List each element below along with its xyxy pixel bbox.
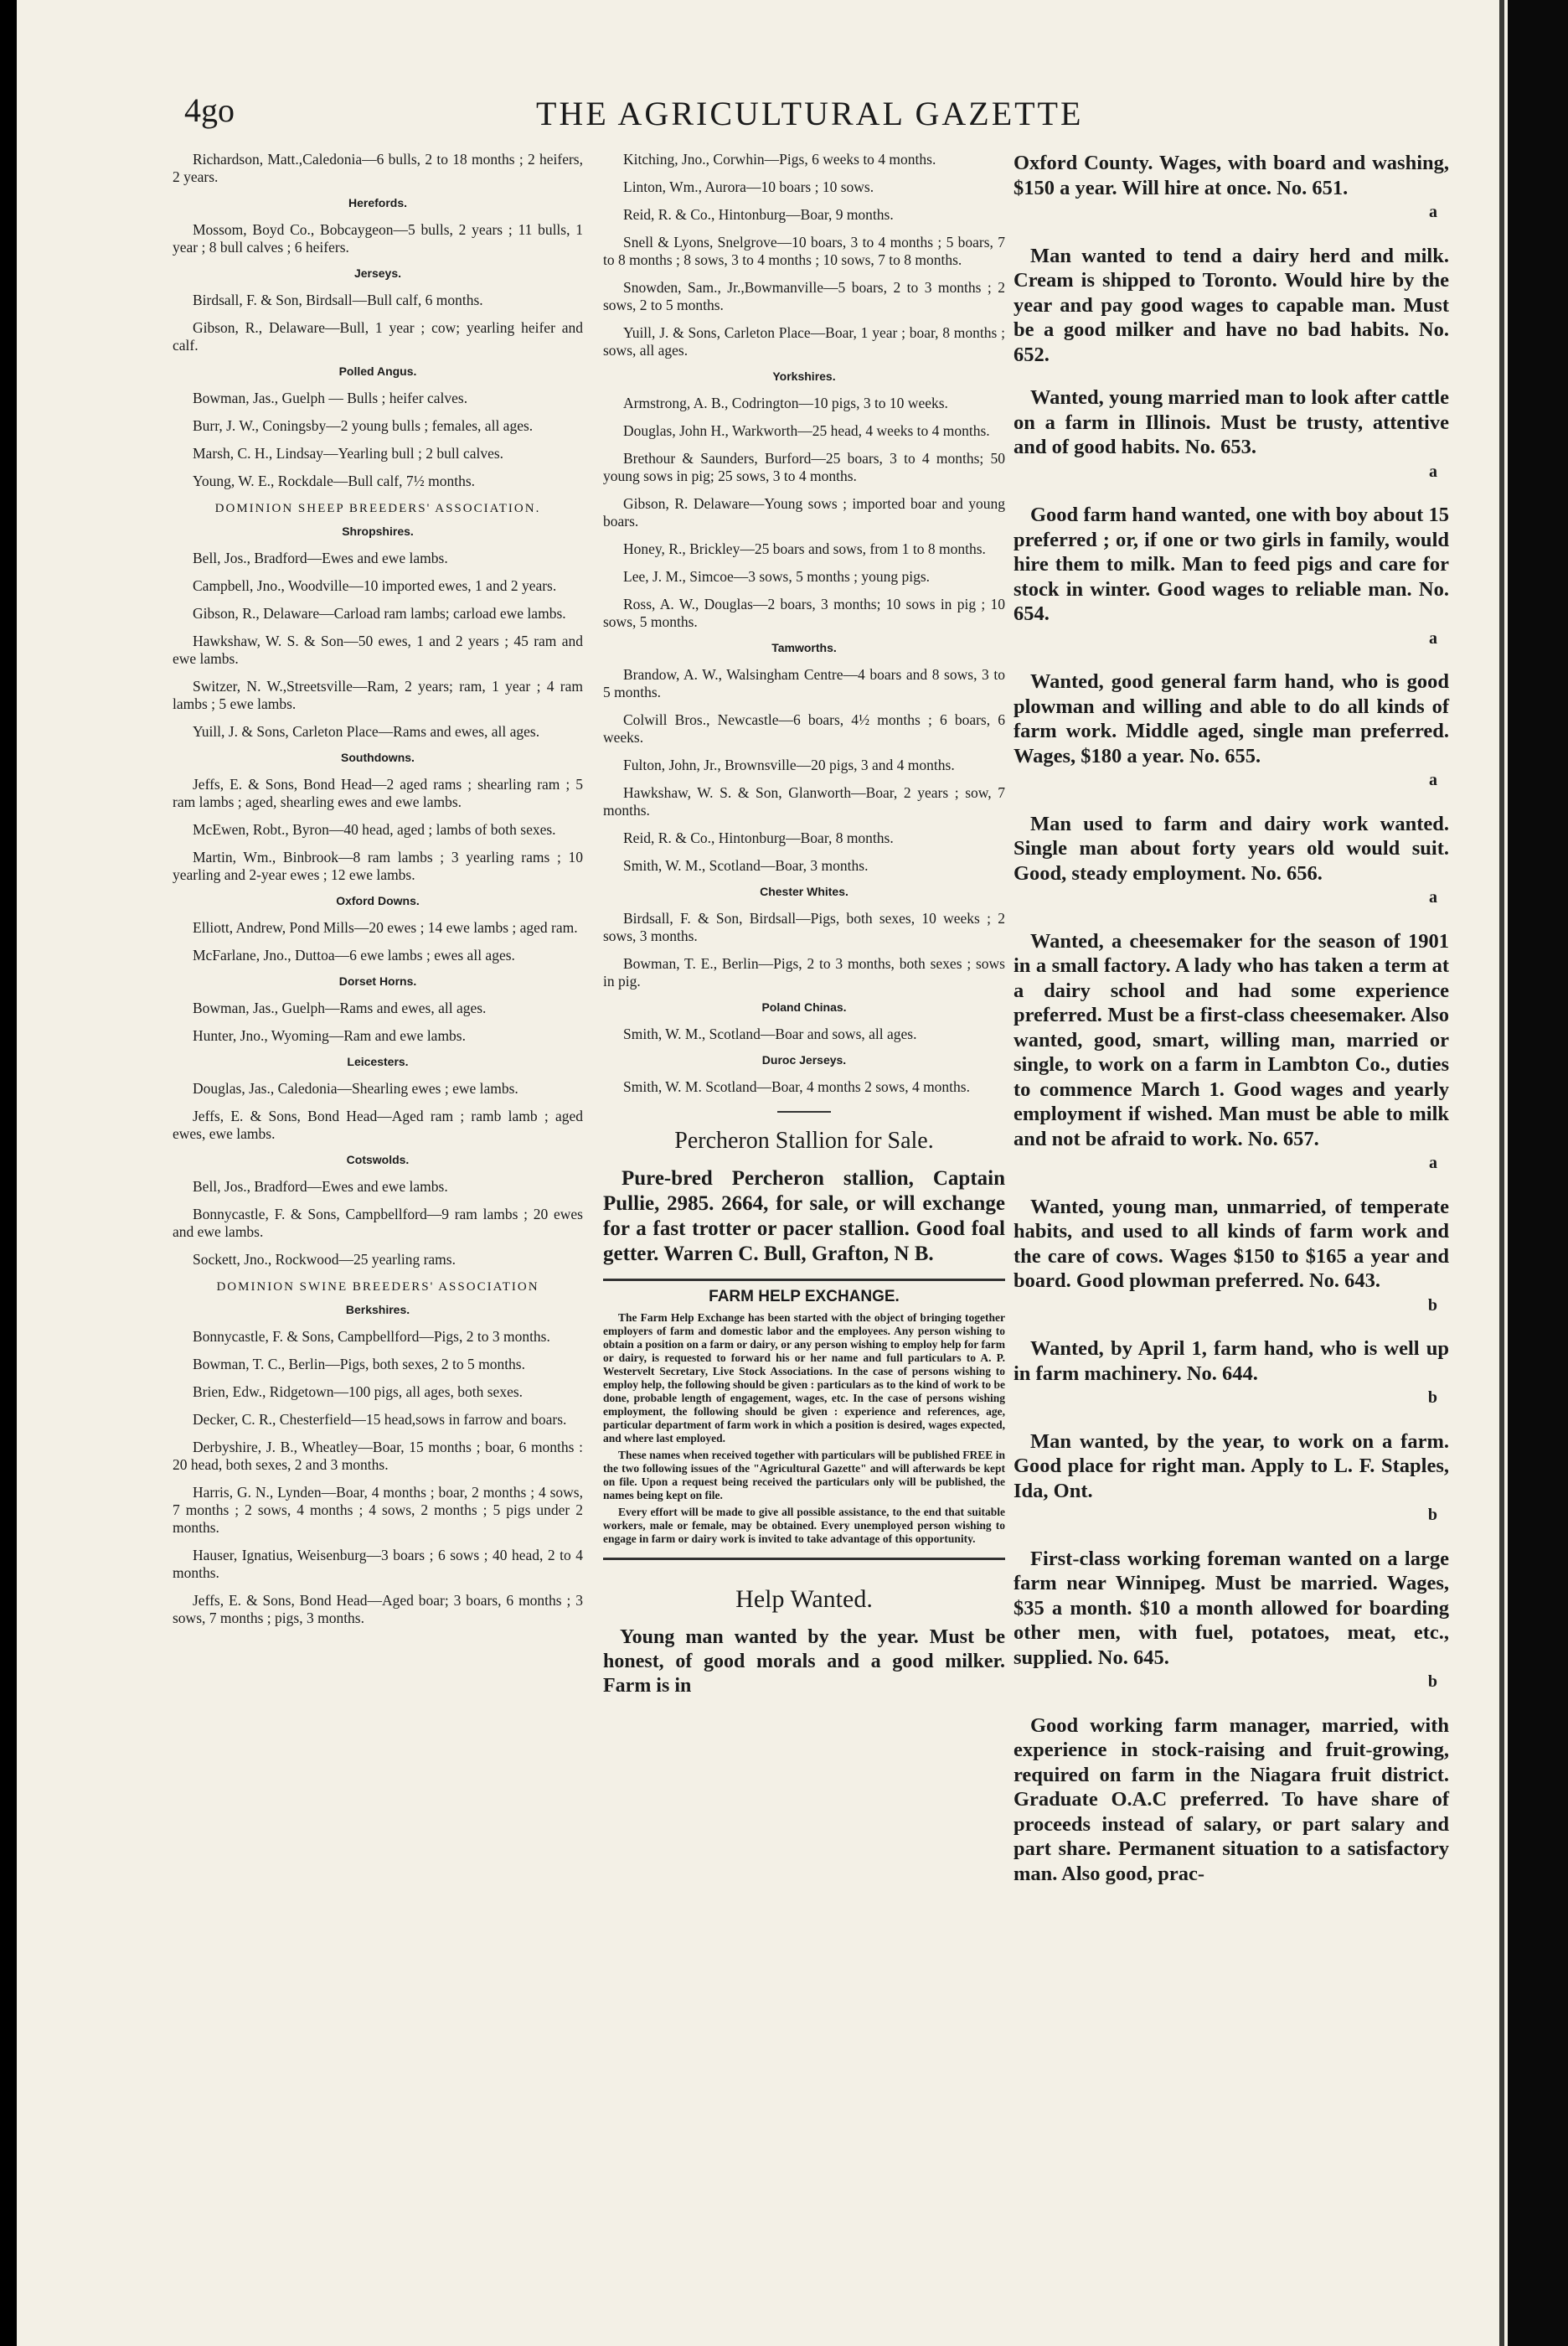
listing-entry: Hawkshaw, W. S. & Son, Glanworth—Boar, 2 years ; sow, 7 months. <box>603 784 1005 819</box>
exchange-bottom-rule <box>603 1558 1005 1560</box>
help-wanted-ad <box>1014 1336 1449 1411</box>
ad-text: Wanted, young married man to look after cattle on a farm in Illinois. Must be trusty, attentive and of good habits. No. 653. <box>1014 386 1449 458</box>
help-wanted-ad <box>1014 244 1449 368</box>
exchange-title: FARM HELP EXCHANGE. <box>709 1288 900 1305</box>
exchange-top-rule <box>603 1279 1005 1281</box>
listing-entry: Burr, J. W., Coningsby—2 young bulls ; females, all ages. <box>193 417 534 434</box>
help-wanted-ad <box>1014 1195 1449 1319</box>
help-wanted-ad <box>1014 812 1449 911</box>
page-edge-shadow <box>1499 0 1504 2346</box>
stallion-advert-body: Pure-bred Percheron stallion, Captain Pullie, 2985. 2664, for sale, or will exchange for a fast trotter or pacer stallion. Good foal getter. Warren C. Bull, Grafton, N B. <box>603 1167 1005 1265</box>
listing-entry: Young, W. E., Rockdale—Bull calf, 7½ months. <box>193 473 476 489</box>
breed-heading: Herefords. <box>348 196 408 209</box>
page-header <box>17 90 1508 141</box>
listing-entry: Brethour & Saunders, Burford—25 boars, 3 to 4 months; 50 young sows in pig; 25 sows, 3 to 4 months. <box>603 450 1005 484</box>
ad-text: First-class working foreman wanted on a large farm near Winnipeg. Must be married. Wages, $35 a month. $10 a month allowed for boarding other men, with fuel, potatoes, meat, etc., supplied. No. 645. <box>1014 1547 1449 1669</box>
listing-entry: Martin, Wm., Binbrook—8 ram lambs ; 3 yearling rams ; 10 yearling and 2-year ewes ; 12 ewe lambs. <box>173 849 583 883</box>
help-wanted-ad <box>1014 1429 1449 1528</box>
ad-text: Wanted, young man, unmarried, of temperate habits, and used to all kinds of farm work and the care of cows. Wages $150 to $165 a year and board. Good plowman preferred. No. 643. <box>1014 1195 1449 1292</box>
ad-issue-tag: a <box>1429 771 1437 789</box>
listing-entry: Derbyshire, J. B., Wheatley—Boar, 15 months ; boar, 6 months : 20 head, both sexes, 2 and 3 months. <box>173 1439 583 1473</box>
help-wanted-section <box>603 1585 1005 1698</box>
listing-entry: Sockett, Jno., Rockwood—25 yearling rams. <box>193 1251 456 1268</box>
breed-heading: Shropshires. <box>342 524 414 538</box>
ad-issue-tag: b <box>1427 1388 1437 1407</box>
listing-entry: Richardson, Matt.,Caledonia—6 bulls, 2 to 18 months ; 2 heifers, 2 years. <box>173 151 583 185</box>
listing-entry: Lee, J. M., Simcoe—3 sows, 5 months ; young pigs. <box>623 568 931 585</box>
breed-heading: Chester Whites. <box>760 885 848 898</box>
listing-entry: Reid, R. & Co., Hintonburg—Boar, 8 months. <box>623 829 894 846</box>
ad-text: Man wanted, by the year, to work on a farm. Good place for right man. Apply to L. F. Staples, Ida, Ont. <box>1014 1429 1449 1502</box>
exchange-paragraph: The Farm Help Exchange has been started with the object of bringing together employers of farm and domestic labor and the employees. Any person wishing to obtain a position on a farm or dairy, or any person wishing to employ help for farm or dairy, is requested to forward his or her name and full particulars to A. P. Westervelt Secretary, Live Stock Associations. In the case of persons wishing to employ help, the following should be given : particulars as to the kind of work to be done, probable length of engagement, wages, etc. In the case of persons wishing employment, the following should be given : experience and references, age, particular department of farm work in which a position is desired, wages expected, and where last employed. <box>603 1311 1005 1444</box>
listing-entry: Bonnycastle, F. & Sons, Campbellford—9 ram lambs ; 20 ewes and ewe lambs. <box>173 1206 583 1240</box>
listing-entry: Gibson, R., Delaware—Carload ram lambs; carload ewe lambs. <box>193 605 566 622</box>
help-wanted-ad <box>1014 151 1449 225</box>
ad-text: Man wanted to tend a dairy herd and milk. Cream is shipped to Toronto. Would hire by the year and pay good wages to capable man. Must be a good milker and have no bad habits. No. 652. <box>1014 244 1449 366</box>
ad-issue-tag: b <box>1427 1295 1437 1315</box>
listing-entry: Armstrong, A. B., Codrington—10 pigs, 3 to 10 weeks. <box>623 395 948 411</box>
listing-entry: Gibson, R. Delaware—Young sows ; imported boar and young boars. <box>603 495 1005 530</box>
listing-entry: Colwill Bros., Newcastle—6 boars, 4½ months ; 6 boars, 6 weeks. <box>603 711 1005 746</box>
listing-entry: Yuill, J. & Sons, Carleton Place—Rams and ewes, all ages. <box>193 723 540 740</box>
listing-entry: Harris, G. N., Lynden—Boar, 4 months ; boar, 2 months ; 4 sows, 7 months ; 2 sows, 4 months ; 4 sows, 2 months ; 5 pigs under 2 months. <box>173 1484 583 1536</box>
help-wanted-ad <box>1014 385 1449 484</box>
scan-border <box>1508 0 1568 2346</box>
listing-entry: Fulton, John, Jr., Brownsville—20 pigs, 3 and 4 months. <box>623 757 955 773</box>
listing-entry: Douglas, John H., Warkworth—25 head, 4 weeks to 4 months. <box>623 422 990 439</box>
stallion-advert-title: Percheron Stallion for Sale. <box>674 1128 934 1154</box>
breed-heading: Dorset Horns. <box>338 974 417 988</box>
listing-entry: Snowden, Sam., Jr.,Bowmanville—5 boars, 2 to 3 months ; 2 sows, 2 to 5 months. <box>603 279 1005 313</box>
help-wanted-ad <box>1014 669 1449 793</box>
exchange-paragraph: These names when received together with particulars will be published FREE in the two following issues of the "Agricultural Gazette" and will afterwards be kept on file. Upon a request being received the particulars only will be published, the names being kept on file. <box>603 1449 1005 1501</box>
help-wanted-first-ad: Young man wanted by the year. Must be honest, of good morals and a good milker. Farm is in <box>603 1626 1005 1697</box>
listing-entry: Brandow, A. W., Walsingham Centre—4 boars and 8 sows, 3 to 5 months. <box>603 666 1005 700</box>
listing-entry: Brien, Edw., Ridgetown—100 pigs, all ages, both sexes. <box>193 1383 524 1400</box>
listing-entry: Ross, A. W., Douglas—2 boars, 3 months; 10 sows in pig ; 10 sows, 5 months. <box>603 596 1005 630</box>
help-wanted-ad <box>1014 1713 1449 1887</box>
listing-entry: Reid, R. & Co., Hintonburg—Boar, 9 months. <box>623 206 894 223</box>
breed-heading: Jerseys. <box>353 266 402 280</box>
breed-heading: Tamworths. <box>771 641 837 654</box>
listing-entry: Yuill, J. & Sons, Carleton Place—Boar, 1 year ; boar, 8 months ; sows, all ages. <box>603 324 1005 359</box>
listing-entry: Smith, W. M., Scotland—Boar, 3 months. <box>623 857 869 874</box>
listing-entry: Mossom, Boyd Co., Bobcaygeon—5 bulls, 2 years ; 11 bulls, 1 year ; 8 bull calves ; 6 heifers. <box>173 221 583 256</box>
breed-heading: Duroc Jerseys. <box>761 1053 847 1067</box>
listing-entry: Hunter, Jno., Wyoming—Ram and ewe lambs. <box>193 1027 466 1044</box>
listing-entry: McEwen, Robt., Byron—40 head, aged ; lambs of both sexes. <box>193 821 556 838</box>
listing-entry: Hauser, Ignatius, Weisenburg—3 boars ; 6 sows ; 40 head, 2 to 4 months. <box>173 1547 583 1581</box>
listing-entry: Jeffs, E. & Sons, Bond Head—Aged ram ; ramb lamb ; aged ewes, ewe lambs. <box>173 1108 583 1142</box>
ad-text: Good working farm manager, married, with experience in stock-raising and fruit-growing, required on farm in the Niagara fruit district. Graduate O.A.C preferred. To have share of proceeds instead of salary, or part salary and part share. Permanent situation to a satisfactory man. Also good, prac- <box>1014 1713 1449 1885</box>
listing-entry: Honey, R., Brickley—25 boars and sows, from 1 to 8 months. <box>623 540 986 557</box>
listing-entry: Bowman, T. C., Berlin—Pigs, both sexes, 2 to 5 months. <box>193 1356 525 1372</box>
ad-text: Oxford County. Wages, with board and washing, $150 a year. Will hire at once. No. 651. <box>1014 152 1449 199</box>
listing-entry: Elliott, Andrew, Pond Mills—20 ewes ; 14 ewe lambs ; aged ram. <box>193 919 578 936</box>
swine-listings <box>603 151 1005 1096</box>
listing-entry: Bonnycastle, F. & Sons, Campbellford—Pigs, 2 to 3 months. <box>193 1328 550 1345</box>
listing-entry: Bowman, Jas., Guelph—Rams and ewes, all ages. <box>193 1000 487 1016</box>
breed-heading: Leicesters. <box>347 1055 409 1068</box>
ad-issue-tag: a <box>1429 888 1437 907</box>
help-wanted-title: Help Wanted. <box>735 1585 873 1613</box>
listing-entry: Bowman, T. E., Berlin—Pigs, 2 to 3 months, both sexes ; sows in pig. <box>603 955 1005 990</box>
ad-issue-tag: b <box>1427 1672 1437 1691</box>
help-wanted-ad <box>1014 1547 1449 1695</box>
breed-heading: Cotswolds. <box>346 1153 410 1166</box>
breed-heading: Poland Chinas. <box>761 1000 847 1014</box>
page-number: 4go <box>184 91 235 129</box>
listing-entry: Birdsall, F. & Son, Birdsall—Bull calf, 6 months. <box>193 292 483 308</box>
ad-issue-tag: a <box>1429 1154 1437 1172</box>
listing-entry: Birdsall, F. & Son, Birdsall—Pigs, both sexes, 10 weeks ; 2 sows, 3 months. <box>603 910 1005 944</box>
ad-text: Wanted, good general farm hand, who is good plowman and willing and able to do all kinds of farm work. Middle aged, single man preferred. Wages, $180 a year. No. 655. <box>1014 670 1449 767</box>
column-right <box>1014 151 1449 1904</box>
listing-entry: Bowman, Jas., Guelph — Bulls ; heifer calves. <box>193 390 468 406</box>
listing-entry: Jeffs, E. & Sons, Bond Head—Aged boar; 3 boars, 6 months ; 3 sows, 7 months ; pigs, 3 months. <box>173 1592 583 1626</box>
listing-entry: Jeffs, E. & Sons, Bond Head—2 aged rams ; shearling ram ; 5 ram lambs ; aged, shearling ewes and ewe lambs. <box>173 776 583 810</box>
newspaper-page <box>17 0 1508 2346</box>
ad-text: Wanted, a cheesemaker for the season of 1901 in a small factory. A lady who has taken a term at a dairy school and had some experience preferred. Must be a first-class cheesemaker. Also wanted, good, smart, willing man, married or single, to work on a farm in Lambton Co., duties to commence March 1. Good wages and yearly employment if wished. Man must be able to milk and not be afraid to work. No. 657. <box>1014 929 1449 1150</box>
ad-text: Wanted, by April 1, farm hand, who is well up in farm machinery. No. 644. <box>1014 1337 1449 1385</box>
breed-heading: Southdowns. <box>341 751 415 764</box>
ad-issue-tag: a <box>1429 203 1437 221</box>
breed-heading: Oxford Downs. <box>336 894 420 907</box>
column-left <box>173 151 583 1637</box>
listing-entry: Kitching, Jno., Corwhin—Pigs, 6 weeks to 4 months. <box>623 151 936 168</box>
farm-help-exchange <box>603 1288 1005 1546</box>
listing-entry: Douglas, Jas., Caledonia—Shearling ewes ; ewe lambs. <box>193 1080 518 1097</box>
listing-entry: Bell, Jos., Bradford—Ewes and ewe lambs. <box>193 1178 448 1195</box>
listing-entry: Hawkshaw, W. S. & Son—50 ewes, 1 and 2 years ; 45 ram and ewe lambs. <box>173 633 583 667</box>
breed-heading: Berkshires. <box>345 1303 410 1316</box>
breed-heading: Yorkshires. <box>772 369 836 383</box>
listing-entry: Smith, W. M. Scotland—Boar, 4 months 2 sows, 4 months. <box>623 1078 970 1095</box>
listing-entry: Linton, Wm., Aurora—10 boars ; 10 sows. <box>623 178 874 195</box>
association-heading: DOMINION SWINE BREEDERS' ASSOCIATION <box>216 1280 539 1294</box>
listing-entry: Switzer, N. W.,Streetsville—Ram, 2 years; ram, 1 year ; 4 ram lambs ; 5 ewe lambs. <box>173 678 583 712</box>
breed-heading: Polled Angus. <box>338 364 417 378</box>
column-middle <box>603 151 1005 1698</box>
ad-issue-tag: a <box>1429 628 1437 648</box>
ad-text: Man used to farm and dairy work wanted. Single man about forty years old would suit. Good, steady employment. No. 656. <box>1014 812 1449 885</box>
listing-entry: Marsh, C. H., Lindsay—Yearling bull ; 2 bull calves. <box>193 445 504 462</box>
ad-issue-tag: b <box>1427 1506 1437 1524</box>
ad-text: Good farm hand wanted, one with boy about 15 preferred ; or, if one or two girls in family, would hire them to milk. Man to feed pigs and care for stock in winter. Good wages to reliable man. No. 654. <box>1014 504 1449 625</box>
listing-entry: Bell, Jos., Bradford—Ewes and ewe lambs. <box>193 550 448 566</box>
listing-entry: Gibson, R., Delaware—Bull, 1 year ; cow; yearling heifer and calf. <box>173 319 583 354</box>
ad-issue-tag: a <box>1429 462 1437 481</box>
listing-entry: McFarlane, Jno., Duttoa—6 ewe lambs ; ewes all ages. <box>193 947 515 964</box>
publication-title: THE AGRICULTURAL GAZETTE <box>536 95 1084 132</box>
ornamental-divider <box>777 1111 831 1113</box>
association-heading: DOMINION SHEEP BREEDERS' ASSOCIATION. <box>214 502 541 515</box>
help-wanted-ad <box>1014 503 1449 651</box>
exchange-paragraph: Every effort will be made to give all possible assistance, to the end that suitable workers, male or female, may be obtained. Every unemployed person wishing to engage in farm or dairy work is invited to take advantage of this opportunity. <box>603 1506 1005 1545</box>
listing-entry: Smith, W. M., Scotland—Boar and sows, all ages. <box>623 1026 917 1042</box>
listing-entry: Snell & Lyons, Snelgrove—10 boars, 3 to 4 months ; 5 boars, 7 to 8 months ; 8 sows, 3 to 4 months ; 10 sows, 7 to 8 months. <box>603 234 1005 268</box>
help-wanted-ad <box>1014 929 1449 1176</box>
listing-entry: Decker, C. R., Chesterfield—15 head,sows in farrow and boars. <box>193 1411 567 1428</box>
listing-entry: Campbell, Jno., Woodville—10 imported ewes, 1 and 2 years. <box>193 577 557 594</box>
stallion-advert <box>603 1128 1005 1267</box>
